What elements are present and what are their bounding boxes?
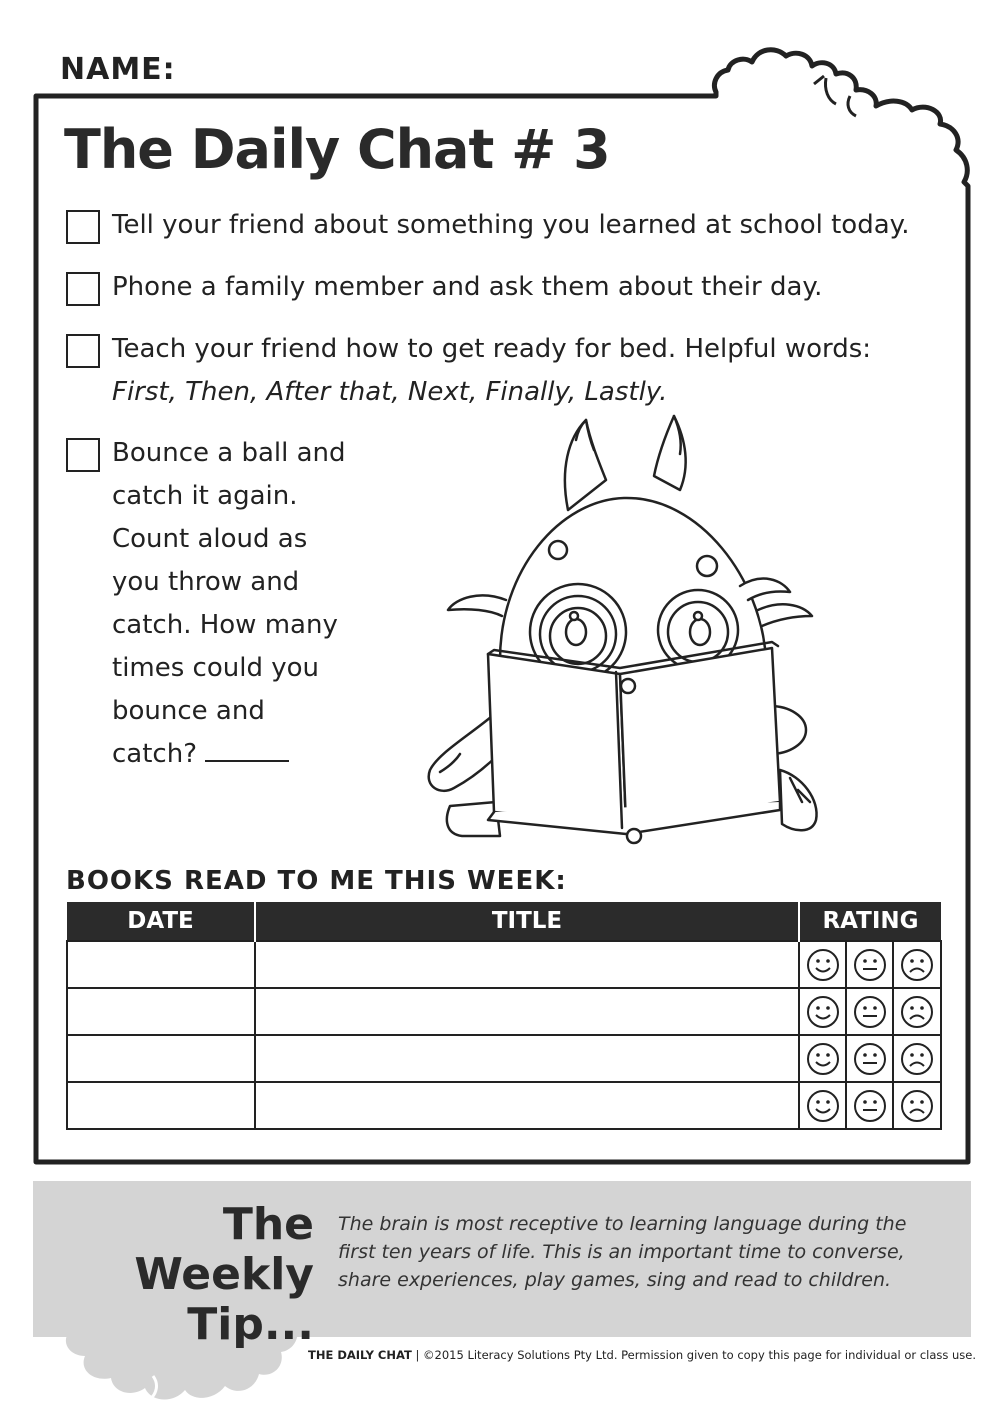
neutral-face-icon bbox=[853, 1042, 887, 1076]
rating-cell[interactable] bbox=[893, 941, 941, 988]
date-column-header: DATE bbox=[67, 902, 255, 941]
neutral-face-icon bbox=[853, 948, 887, 982]
task-1 bbox=[66, 208, 910, 247]
neutral-face-icon bbox=[853, 1089, 887, 1123]
task-2-checkbox[interactable] bbox=[66, 272, 100, 306]
footer bbox=[308, 1348, 976, 1362]
footer-copyright: ©2015 Literacy Solutions Pty Ltd. Permission given to copy this page for individual or class use. bbox=[423, 1348, 977, 1362]
table-row bbox=[67, 941, 941, 988]
monster-reading-illustration bbox=[410, 410, 840, 860]
task-4-line: catch. How many bbox=[112, 610, 338, 640]
task-2-text: Phone a family member and ask them about their day. bbox=[112, 272, 823, 302]
date-cell[interactable] bbox=[67, 1035, 255, 1082]
table-row bbox=[67, 1035, 941, 1082]
weekly-tip-text: The brain is most receptive to learning language during the first ten years of life. This is an important time to converse, share experiences, play games, sing and read to children. bbox=[338, 1213, 907, 1291]
title-cell[interactable] bbox=[255, 1035, 799, 1082]
task-4-line: Bounce a ball and bbox=[112, 438, 346, 468]
rating-cell[interactable] bbox=[846, 1082, 893, 1129]
sad-face-icon bbox=[900, 948, 934, 982]
task-1-text: Tell your friend about something you learned at school today. bbox=[112, 210, 910, 240]
books-table bbox=[66, 902, 942, 1130]
task-4-line: Count aloud as bbox=[112, 524, 308, 554]
date-cell[interactable] bbox=[67, 988, 255, 1035]
title-cell[interactable] bbox=[255, 1082, 799, 1129]
weekly-tip-title bbox=[62, 1200, 314, 1350]
date-cell[interactable] bbox=[67, 1082, 255, 1129]
table-row bbox=[67, 988, 941, 1035]
rating-column-header: RATING bbox=[799, 902, 941, 941]
rating-cell[interactable] bbox=[799, 1082, 846, 1129]
task-4-text bbox=[112, 432, 362, 776]
title-column-header: TITLE bbox=[255, 902, 799, 941]
page-title: The Daily Chat # 3 bbox=[64, 118, 610, 181]
task-4-question: catch? bbox=[112, 739, 197, 769]
title-cell[interactable] bbox=[255, 941, 799, 988]
task-4 bbox=[66, 436, 362, 776]
task-4-line: times could you bbox=[112, 653, 319, 683]
task-3-checkbox[interactable] bbox=[66, 334, 100, 368]
happy-face-icon bbox=[806, 995, 840, 1029]
task-2 bbox=[66, 270, 822, 309]
task-4-line: you throw and bbox=[112, 567, 300, 597]
task-4-last-line bbox=[112, 733, 362, 776]
sad-face-icon bbox=[900, 1089, 934, 1123]
task-4-checkbox[interactable] bbox=[66, 438, 100, 472]
rating-cell[interactable] bbox=[799, 941, 846, 988]
title-cell[interactable] bbox=[255, 988, 799, 1035]
neutral-face-icon bbox=[853, 995, 887, 1029]
weekly-tip-title-line: The Weekly bbox=[134, 1199, 314, 1300]
date-cell[interactable] bbox=[67, 941, 255, 988]
footer-brand: THE DAILY CHAT bbox=[308, 1348, 412, 1362]
task-1-checkbox[interactable] bbox=[66, 210, 100, 244]
rating-cell[interactable] bbox=[846, 988, 893, 1035]
task-3 bbox=[66, 332, 871, 414]
task-3-helpful-words: First, Then, After that, Next, Finally, Lastly. bbox=[112, 377, 668, 407]
rating-cell[interactable] bbox=[799, 1035, 846, 1082]
sad-face-icon bbox=[900, 1042, 934, 1076]
rating-cell[interactable] bbox=[846, 941, 893, 988]
footer-separator: | bbox=[411, 1348, 424, 1362]
happy-face-icon bbox=[806, 948, 840, 982]
bounce-count-blank[interactable] bbox=[205, 734, 289, 762]
task-3-line: Teach your friend how to get ready for bed. Helpful words: bbox=[112, 334, 872, 364]
task-3-text bbox=[112, 328, 871, 414]
task-4-line: bounce and bbox=[112, 696, 265, 726]
task-4-line: catch it again. bbox=[112, 481, 298, 511]
happy-face-icon bbox=[806, 1089, 840, 1123]
rating-cell[interactable] bbox=[846, 1035, 893, 1082]
table-row bbox=[67, 1082, 941, 1129]
books-heading: BOOKS READ TO ME THIS WEEK: bbox=[66, 866, 567, 896]
happy-face-icon bbox=[806, 1042, 840, 1076]
rating-cell[interactable] bbox=[799, 988, 846, 1035]
weekly-tip-title-line: Tip... bbox=[187, 1299, 314, 1350]
name-label: NAME: bbox=[60, 52, 176, 87]
rating-cell[interactable] bbox=[893, 1082, 941, 1129]
rating-cell[interactable] bbox=[893, 1035, 941, 1082]
table-header-row bbox=[67, 902, 941, 941]
sad-face-icon bbox=[900, 995, 934, 1029]
rating-cell[interactable] bbox=[893, 988, 941, 1035]
